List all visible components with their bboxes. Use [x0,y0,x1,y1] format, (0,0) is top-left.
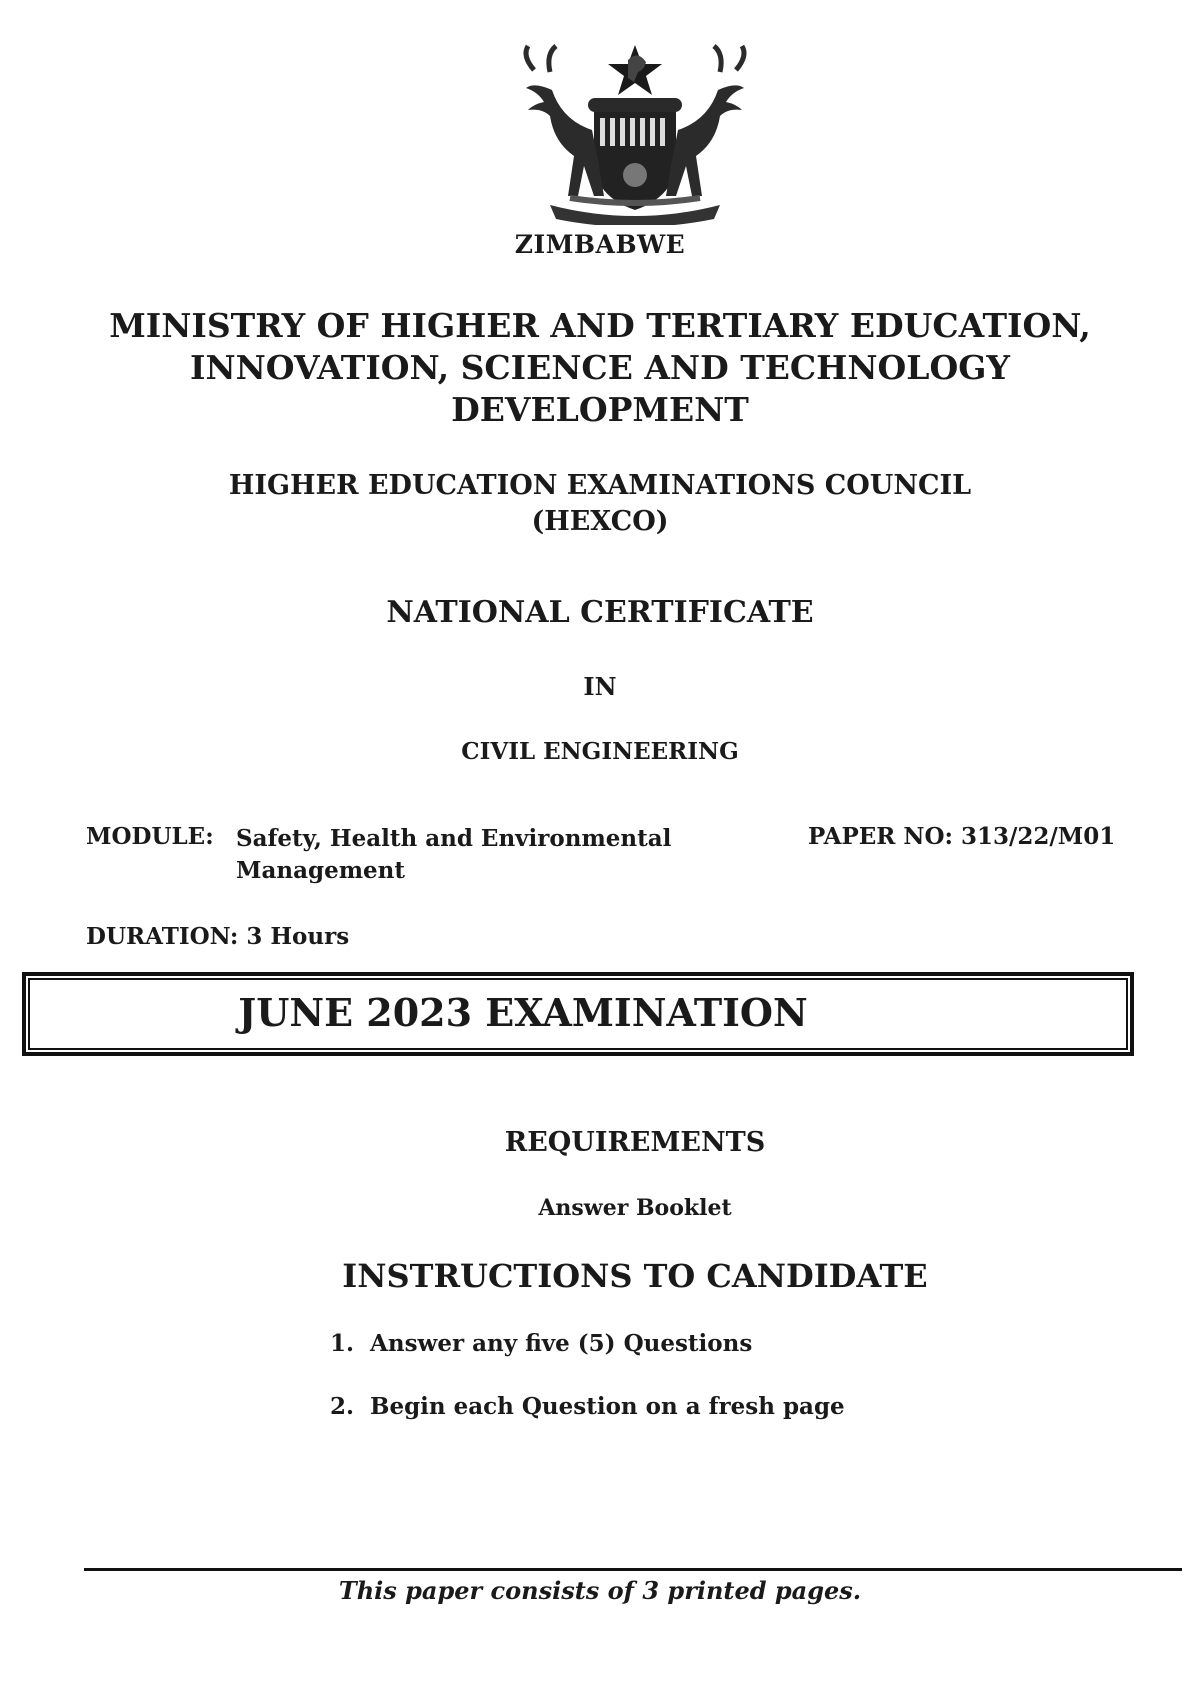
instruction-item [330,1330,1030,1393]
requirements-item: Answer Booklet [538,1195,732,1221]
instruction-text: Begin each Question on a fresh page [370,1393,845,1420]
council-name [0,468,1200,540]
in-word: IN [583,672,617,701]
ministry-name [0,305,1200,431]
program-name: CIVIL ENGINEERING [461,738,739,765]
paper-number: PAPER NO: 313/22/M01 [808,823,1116,850]
footer-divider [84,1568,1182,1571]
module-line: Management [236,857,406,884]
instruction-item [330,1393,1030,1456]
duration: DURATION: 3 Hours [86,923,350,950]
module-line: Safety, Health and Environmental [236,825,672,852]
instruction-text: Answer any five (5) Questions [370,1330,753,1357]
certificate-title: NATIONAL CERTIFICATE [386,595,814,630]
coat-of-arms-icon [490,40,780,225]
instruction-number: 2. [330,1393,355,1420]
ministry-line: INNOVATION, SCIENCE AND TECHNOLOGY [190,348,1010,387]
ministry-line: MINISTRY OF HIGHER AND TERTIARY EDUCATION, [109,306,1091,345]
module-value [236,823,756,887]
footer-note: This paper consists of 3 printed pages. [338,1576,862,1605]
country-name: ZIMBABWE [514,230,686,259]
instruction-number: 1. [330,1330,355,1357]
council-line: HIGHER EDUCATION EXAMINATIONS COUNCIL [228,470,972,501]
exam-title-box [28,978,1128,1050]
ministry-line: DEVELOPMENT [451,390,749,429]
requirements-title: REQUIREMENTS [504,1127,766,1158]
instructions-title: INSTRUCTIONS TO CANDIDATE [342,1257,928,1295]
council-acronym: (HEXCO) [531,506,669,537]
module-label: MODULE: [86,823,214,850]
instructions-list [330,1330,1030,1456]
exam-title: JUNE 2023 EXAMINATION [238,990,808,1035]
